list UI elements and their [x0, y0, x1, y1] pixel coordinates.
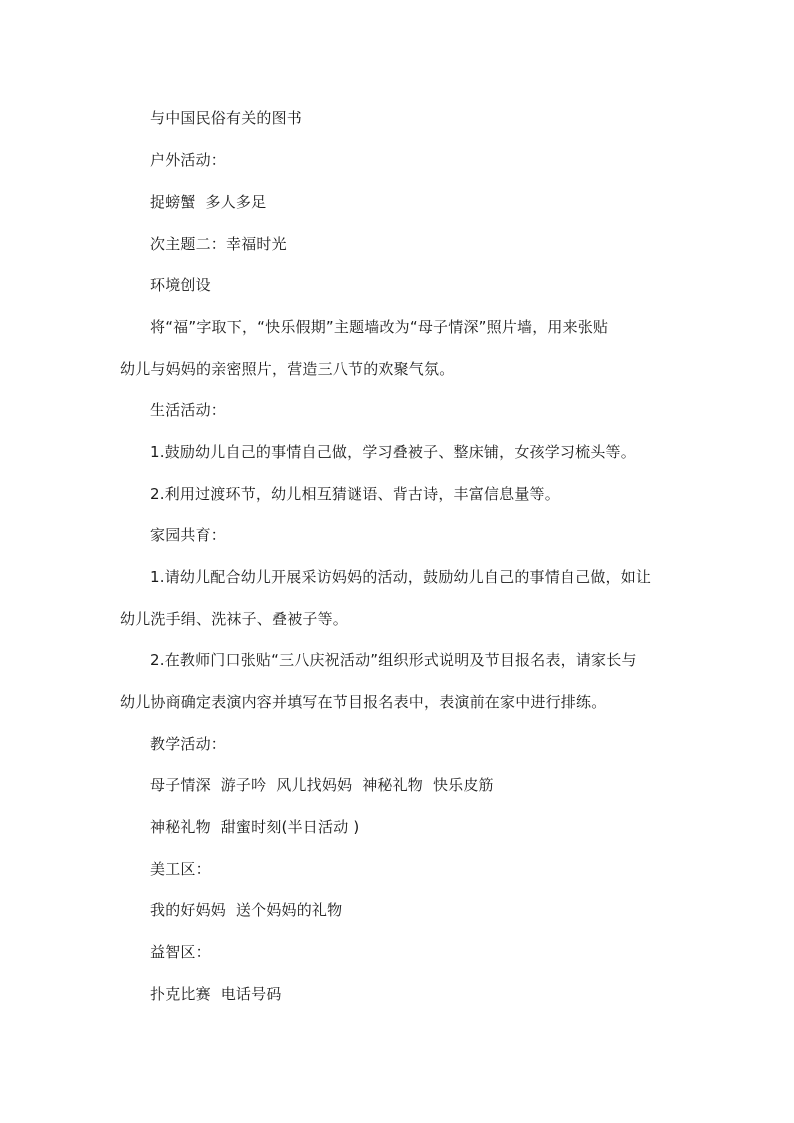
subtopic-heading: 次主题二：幸福时光 — [150, 235, 287, 253]
list-item: 2.利用过渡环节，幼儿相互猜谜语、背古诗，丰富信息量等。 — [150, 485, 560, 503]
section-heading-art-area: 美工区： — [150, 860, 211, 878]
text-line: 神秘礼物 甜蜜时刻(半日活动 ) — [150, 818, 360, 836]
text-line: 与中国民俗有关的图书 — [150, 109, 303, 127]
section-heading-outdoor: 户外活动： — [150, 151, 227, 169]
list-item: 1.请幼儿配合幼儿开展采访妈妈的活动，鼓励幼儿自己的事情自己做，如让 — [150, 568, 652, 586]
text-line: 扑克比赛 电话号码 — [150, 985, 282, 1003]
section-heading-daily-life: 生活活动： — [150, 401, 227, 419]
text-line: 我的好妈妈 送个妈妈的礼物 — [150, 901, 343, 919]
section-heading-teaching: 教学活动： — [150, 735, 227, 753]
section-heading-environment: 环境创设 — [150, 276, 211, 294]
text-line: 母子情深 游子吟 风儿找妈妈 神秘礼物 快乐皮筋 — [150, 776, 494, 794]
list-item: 2.在教师门口张贴“三八庆祝活动”组织形式说明及节目报名表，请家长与 — [150, 651, 637, 669]
list-item: 1.鼓励幼儿自己的事情自己做，学习叠被子、整床铺，女孩学习梳头等。 — [150, 443, 636, 461]
list-item-continuation: 幼儿洗手绢、洗袜子、叠被子等。 — [120, 610, 349, 628]
section-heading-puzzle-area: 益智区： — [150, 943, 211, 961]
paragraph-line: 幼儿与妈妈的亲密照片，营造三八节的欢聚气氛。 — [120, 360, 455, 378]
list-item-continuation: 幼儿协商确定表演内容并填写在节目报名表中，表演前在家中进行排练。 — [120, 693, 607, 711]
text-line: 捉螃蟹 多人多足 — [150, 193, 267, 211]
paragraph-line: 将“福”字取下，“快乐假期”主题墙改为“母子情深”照片墙，用来张贴 — [150, 318, 609, 336]
section-heading-home-school: 家园共育： — [150, 526, 227, 544]
